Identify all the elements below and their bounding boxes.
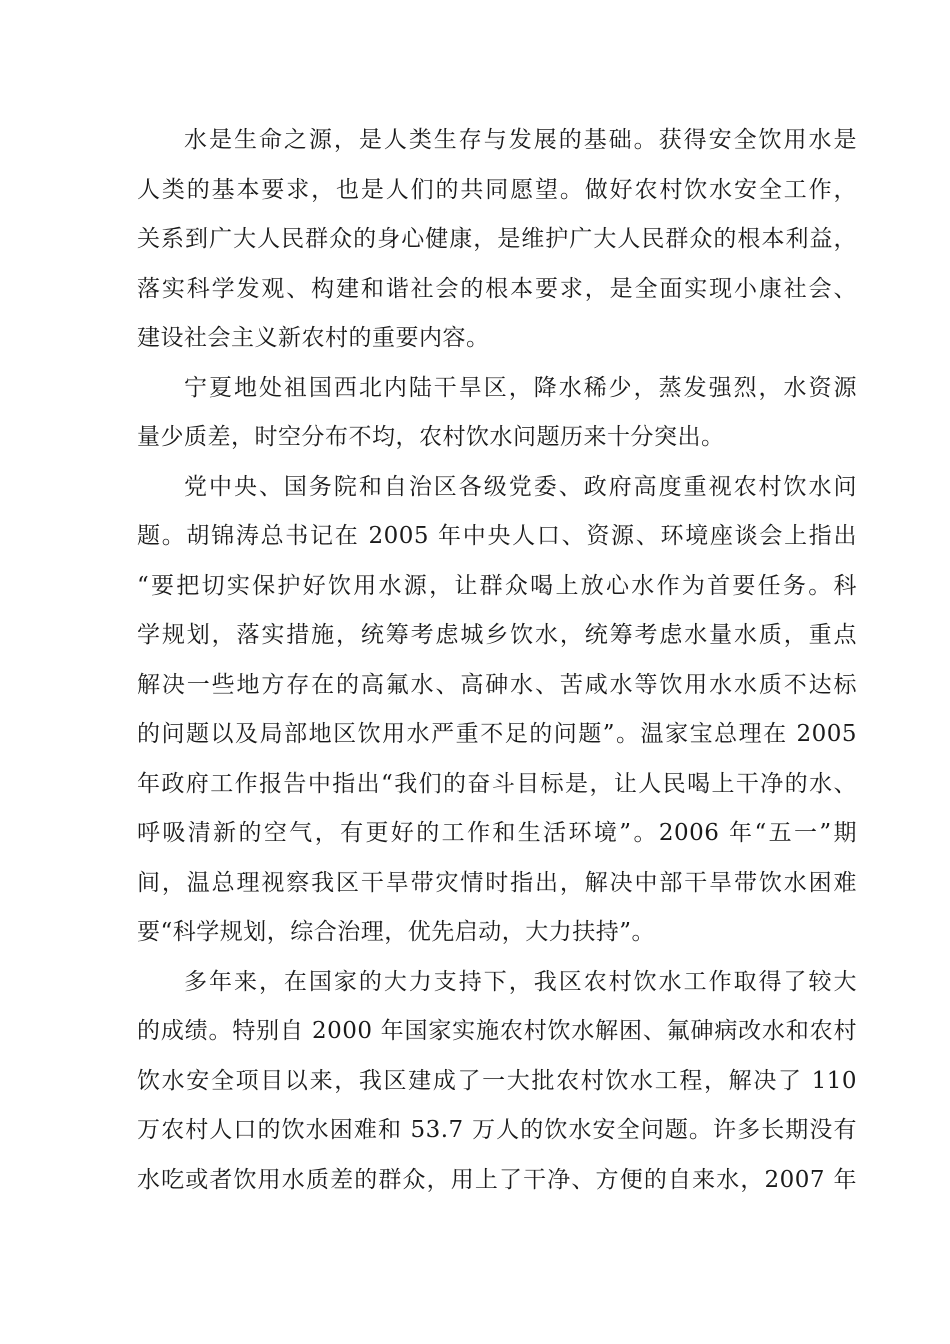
text-line: 水吃或者饮用水质差的群众，用上了干净、方便的自来水，2007 年 — [137, 1166, 857, 1193]
text-line: 呼吸清新的空气，有更好的工作和生活环境”。2006 年“五一”期 — [137, 820, 857, 846]
text-line: 的成绩。特别自 2000 年国家实施农村饮水解困、氟砷病改水和农村 — [137, 1018, 857, 1044]
text-line: 量少质差，时空分布不均，农村饮水问题历来十分突出。 — [137, 424, 725, 450]
text-line: 多年来，在国家的大力支持下，我区农村饮水工作取得了较大 — [184, 968, 857, 995]
text-line: 建设社会主义新农村的重要内容。 — [137, 325, 490, 351]
text-line: 题。胡锦涛总书记在 2005 年中央人口、资源、环境座谈会上指出 — [137, 523, 857, 549]
paragraph-2 — [137, 364, 857, 463]
body-text — [137, 116, 857, 1205]
text-line: “要把切实保护好饮用水源，让群众喝上放心水作为首要任务。科 — [137, 572, 857, 599]
text-line: 落实科学发观、构建和谐社会的根本要求，是全面实现小康社会、 — [137, 275, 857, 302]
text-line: 万农村人口的饮水困难和 53.7 万人的饮水安全问题。许多长期没有 — [137, 1117, 857, 1143]
text-line: 饮水安全项目以来，我区建成了一大批农村饮水工程，解决了 110 — [137, 1067, 857, 1094]
text-line: 要“科学规划，综合治理，优先启动，大力扶持”。 — [137, 919, 656, 945]
text-line: 人类的基本要求，也是人们的共同愿望。做好农村饮水安全工作， — [137, 176, 857, 203]
paragraph-3 — [137, 463, 857, 958]
text-line: 宁夏地处祖国西北内陆干旱区，降水稀少，蒸发强烈，水资源 — [184, 374, 857, 401]
text-line: 年政府工作报告中指出“我们的奋斗目标是，让人民喝上干净的水、 — [137, 770, 857, 797]
text-line: 的问题以及局部地区饮用水严重不足的问题”。温家宝总理在 2005 — [137, 721, 857, 747]
text-line: 间，温总理视察我区干旱带灾情时指出，解决中部干旱带饮水困难 — [137, 869, 857, 896]
text-line: 党中央、国务院和自治区各级党委、政府高度重视农村饮水问 — [184, 473, 857, 500]
paragraph-1 — [137, 116, 857, 364]
text-line: 解决一些地方存在的高氟水、高砷水、苦咸水等饮用水水质不达标 — [137, 671, 857, 698]
text-line: 关系到广大人民群众的身心健康，是维护广大人民群众的根本利益， — [137, 226, 857, 252]
paragraph-4 — [137, 958, 857, 1206]
text-line: 学规划，落实措施，统筹考虑城乡饮水，统筹考虑水量水质，重点 — [137, 622, 857, 648]
text-line: 水是生命之源，是人类生存与发展的基础。获得安全饮用水是 — [184, 127, 857, 153]
